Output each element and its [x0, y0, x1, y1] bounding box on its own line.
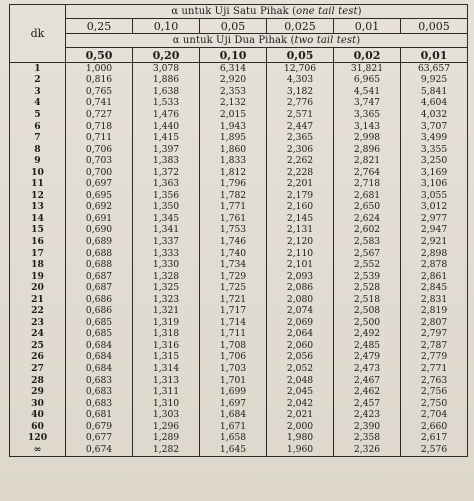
table-row: [10, 132, 468, 144]
t-value-cell: 0,700: [66, 167, 133, 179]
t-value-cell: 2,093: [267, 271, 334, 283]
t-value-cell: 1,318: [133, 329, 200, 341]
dk-cell: 10: [10, 167, 66, 179]
dk-cell: 3: [10, 86, 66, 98]
t-value-cell: 1,310: [133, 398, 200, 410]
t-value-cell: 1,729: [200, 271, 267, 283]
table-row: [10, 398, 468, 410]
t-value-cell: 2,492: [334, 329, 401, 341]
t-value-cell: 6,965: [334, 75, 401, 87]
t-value-cell: 3,055: [401, 190, 468, 202]
t-value-cell: 1,533: [133, 98, 200, 110]
t-value-cell: 0,687: [66, 282, 133, 294]
dk-cell: 120: [10, 433, 66, 445]
t-value-cell: 3,143: [334, 121, 401, 133]
dk-cell: 9: [10, 155, 66, 167]
t-value-cell: 0,816: [66, 75, 133, 87]
t-value-cell: 1,761: [200, 213, 267, 225]
one-tail-header: α untuk Uji Satu Pihak (one tail test): [66, 5, 468, 19]
t-value-cell: 1,895: [200, 132, 267, 144]
dk-cell: 24: [10, 329, 66, 341]
t-value-cell: 2,120: [267, 236, 334, 248]
table-row: [10, 121, 468, 133]
one-tail-alpha-cell: 0,005: [401, 19, 468, 34]
t-value-cell: 1,289: [133, 433, 200, 445]
t-value-cell: 1,638: [133, 86, 200, 98]
dk-cell: 19: [10, 271, 66, 283]
t-value-cell: 2,878: [401, 259, 468, 271]
t-value-cell: 1,706: [200, 352, 267, 364]
t-value-cell: 2,898: [401, 248, 468, 260]
t-value-cell: 4,303: [267, 75, 334, 87]
table-row: [10, 375, 468, 387]
dk-cell: 12: [10, 190, 66, 202]
t-value-cell: 2,353: [200, 86, 267, 98]
t-value-cell: 2,718: [334, 178, 401, 190]
dk-cell: 7: [10, 132, 66, 144]
t-value-cell: 0,741: [66, 98, 133, 110]
t-value-cell: 1,319: [133, 317, 200, 329]
t-value-cell: 1,321: [133, 305, 200, 317]
t-value-cell: 0,679: [66, 421, 133, 433]
t-value-cell: 2,423: [334, 409, 401, 421]
t-value-cell: 2,306: [267, 144, 334, 156]
t-value-cell: 0,692: [66, 202, 133, 214]
t-value-cell: 3,182: [267, 86, 334, 98]
t-value-cell: 2,977: [401, 213, 468, 225]
t-value-cell: 1,701: [200, 375, 267, 387]
t-value-cell: 1,345: [133, 213, 200, 225]
t-value-cell: 63,657: [401, 63, 468, 75]
dk-cell: 16: [10, 236, 66, 248]
table-header: [10, 5, 468, 63]
t-value-cell: 3,355: [401, 144, 468, 156]
t-value-cell: 1,699: [200, 386, 267, 398]
t-value-cell: 1,000: [66, 63, 133, 75]
table-row: [10, 317, 468, 329]
t-value-cell: 0,683: [66, 386, 133, 398]
t-value-cell: 1,671: [200, 421, 267, 433]
t-value-cell: 2,000: [267, 421, 334, 433]
t-value-cell: 3,012: [401, 202, 468, 214]
one-tail-alpha-row: [10, 19, 468, 34]
t-value-cell: 1,782: [200, 190, 267, 202]
table-row: [10, 63, 468, 75]
t-value-cell: 2,064: [267, 329, 334, 341]
t-value-cell: 3,747: [334, 98, 401, 110]
t-value-cell: 1,325: [133, 282, 200, 294]
t-value-cell: 1,725: [200, 282, 267, 294]
t-value-cell: 3,169: [401, 167, 468, 179]
dk-cell: 22: [10, 305, 66, 317]
t-value-cell: 1,397: [133, 144, 200, 156]
dk-cell: 40: [10, 409, 66, 421]
t-value-cell: 2,518: [334, 294, 401, 306]
t-value-cell: 2,131: [267, 225, 334, 237]
t-value-cell: 2,920: [200, 75, 267, 87]
t-value-cell: 1,330: [133, 259, 200, 271]
dk-cell: 14: [10, 213, 66, 225]
dk-cell: 30: [10, 398, 66, 410]
t-value-cell: 2,567: [334, 248, 401, 260]
t-value-cell: 0,711: [66, 132, 133, 144]
t-value-cell: 3,250: [401, 155, 468, 167]
table-row: [10, 294, 468, 306]
t-value-cell: 1,740: [200, 248, 267, 260]
t-value-cell: 2,787: [401, 340, 468, 352]
table-row: [10, 305, 468, 317]
t-value-cell: 0,765: [66, 86, 133, 98]
t-value-cell: 2,485: [334, 340, 401, 352]
t-value-cell: 2,576: [401, 444, 468, 456]
dk-cell: 21: [10, 294, 66, 306]
t-value-cell: 2,447: [267, 121, 334, 133]
t-value-cell: 1,684: [200, 409, 267, 421]
dk-cell: 11: [10, 178, 66, 190]
t-value-cell: 2,831: [401, 294, 468, 306]
table-row: [10, 86, 468, 98]
t-value-cell: 3,707: [401, 121, 468, 133]
t-value-cell: 2,807: [401, 317, 468, 329]
t-value-cell: 0,688: [66, 259, 133, 271]
table-row: [10, 98, 468, 110]
t-value-cell: 1,960: [267, 444, 334, 456]
t-value-cell: 1,812: [200, 167, 267, 179]
t-value-cell: 2,042: [267, 398, 334, 410]
t-value-cell: 2,779: [401, 352, 468, 364]
t-value-cell: 2,201: [267, 178, 334, 190]
t-value-cell: 2,552: [334, 259, 401, 271]
t-value-cell: 2,457: [334, 398, 401, 410]
dk-cell: 1: [10, 63, 66, 75]
t-value-cell: 1,341: [133, 225, 200, 237]
two-tail-header: α untuk Uji Dua Pihak (two tail test): [66, 34, 468, 48]
dk-header: dk: [10, 5, 66, 63]
t-value-cell: 1,980: [267, 433, 334, 445]
two-tail-alpha-cell: 0,02: [334, 48, 401, 63]
t-value-cell: 1,363: [133, 178, 200, 190]
table-row: [10, 190, 468, 202]
table-row: [10, 155, 468, 167]
t-value-cell: 2,819: [401, 305, 468, 317]
t-value-cell: 2,528: [334, 282, 401, 294]
two-tail-alpha-row: [10, 48, 468, 63]
one-tail-subtitle: one tail test: [296, 5, 358, 17]
t-value-cell: 0,685: [66, 329, 133, 341]
two-tail-subtitle: two tail test: [294, 34, 357, 46]
table-row: [10, 329, 468, 341]
table-row: [10, 202, 468, 214]
t-value-cell: 1,708: [200, 340, 267, 352]
t-value-cell: 2,681: [334, 190, 401, 202]
t-value-cell: 2,467: [334, 375, 401, 387]
t-value-cell: 1,746: [200, 236, 267, 248]
table-row: [10, 363, 468, 375]
t-value-cell: 2,921: [401, 236, 468, 248]
t-value-cell: 4,032: [401, 109, 468, 121]
t-value-cell: 0,727: [66, 109, 133, 121]
table-row: [10, 271, 468, 283]
t-value-cell: 2,771: [401, 363, 468, 375]
table-row: [10, 248, 468, 260]
one-tail-alpha-cell: 0,10: [133, 19, 200, 34]
t-value-cell: 6,314: [200, 63, 267, 75]
t-value-cell: 0,683: [66, 375, 133, 387]
dk-cell: 60: [10, 421, 66, 433]
t-value-cell: 1,796: [200, 178, 267, 190]
dk-cell: 5: [10, 109, 66, 121]
t-value-cell: 2,508: [334, 305, 401, 317]
t-value-cell: 2,539: [334, 271, 401, 283]
t-value-cell: 0,684: [66, 363, 133, 375]
one-tail-alpha-cell: 0,025: [267, 19, 334, 34]
t-value-cell: 31,821: [334, 63, 401, 75]
table-row: [10, 352, 468, 364]
t-value-cell: 3,499: [401, 132, 468, 144]
t-value-cell: 4,541: [334, 86, 401, 98]
table-row: [10, 236, 468, 248]
t-value-cell: 1,771: [200, 202, 267, 214]
table-body: [10, 63, 468, 457]
t-value-cell: 2,132: [200, 98, 267, 110]
t-value-cell: 1,316: [133, 340, 200, 352]
t-value-cell: 2,947: [401, 225, 468, 237]
table-row: [10, 340, 468, 352]
t-value-cell: 2,015: [200, 109, 267, 121]
t-value-cell: 1,645: [200, 444, 267, 456]
t-value-cell: 0,689: [66, 236, 133, 248]
t-value-cell: 9,925: [401, 75, 468, 87]
t-value-cell: 0,685: [66, 317, 133, 329]
t-value-cell: 2,624: [334, 213, 401, 225]
dk-cell: 28: [10, 375, 66, 387]
t-value-cell: 0,686: [66, 305, 133, 317]
t-value-cell: 2,650: [334, 202, 401, 214]
t-value-cell: 0,681: [66, 409, 133, 421]
one-tail-alpha-cell: 0,25: [66, 19, 133, 34]
t-value-cell: 1,711: [200, 329, 267, 341]
t-value-cell: 0,683: [66, 398, 133, 410]
t-value-cell: 1,943: [200, 121, 267, 133]
t-value-cell: 2,704: [401, 409, 468, 421]
t-value-cell: 0,688: [66, 248, 133, 260]
t-value-cell: 1,311: [133, 386, 200, 398]
dk-cell: 17: [10, 248, 66, 260]
table-row: [10, 178, 468, 190]
table-row: [10, 75, 468, 87]
one-tail-title: α untuk Uji Satu Pihak: [171, 5, 289, 17]
t-value-cell: 2,326: [334, 444, 401, 456]
t-value-cell: 2,052: [267, 363, 334, 375]
dk-cell: 29: [10, 386, 66, 398]
t-value-cell: 2,462: [334, 386, 401, 398]
t-value-cell: 0,703: [66, 155, 133, 167]
table-row: [10, 444, 468, 456]
t-value-cell: 2,797: [401, 329, 468, 341]
t-value-cell: 1,314: [133, 363, 200, 375]
t-value-cell: 2,101: [267, 259, 334, 271]
table-row: [10, 144, 468, 156]
t-value-cell: 0,691: [66, 213, 133, 225]
dk-cell: 13: [10, 202, 66, 214]
t-value-cell: 0,684: [66, 340, 133, 352]
t-value-cell: 12,706: [267, 63, 334, 75]
t-value-cell: 3,106: [401, 178, 468, 190]
t-value-cell: 3,078: [133, 63, 200, 75]
t-value-cell: 2,660: [401, 421, 468, 433]
t-value-cell: 2,056: [267, 352, 334, 364]
t-value-cell: 2,390: [334, 421, 401, 433]
dk-cell: 15: [10, 225, 66, 237]
t-value-cell: 2,756: [401, 386, 468, 398]
t-value-cell: 2,998: [334, 132, 401, 144]
one-tail-alpha-cell: 0,05: [200, 19, 267, 34]
t-value-cell: 2,500: [334, 317, 401, 329]
table-row: [10, 225, 468, 237]
t-value-cell: 2,583: [334, 236, 401, 248]
dk-cell: 26: [10, 352, 66, 364]
t-value-cell: 2,110: [267, 248, 334, 260]
t-value-cell: 2,479: [334, 352, 401, 364]
t-value-cell: 3,365: [334, 109, 401, 121]
t-value-cell: 1,833: [200, 155, 267, 167]
t-value-cell: 2,179: [267, 190, 334, 202]
one-tail-alpha-cell: 0,01: [334, 19, 401, 34]
t-value-cell: 1,697: [200, 398, 267, 410]
t-value-cell: 2,021: [267, 409, 334, 421]
t-value-cell: 1,714: [200, 317, 267, 329]
t-value-cell: 1,356: [133, 190, 200, 202]
dk-cell: 6: [10, 121, 66, 133]
t-value-cell: 0,684: [66, 352, 133, 364]
t-value-cell: 2,617: [401, 433, 468, 445]
t-value-cell: 0,687: [66, 271, 133, 283]
t-value-cell: 0,686: [66, 294, 133, 306]
t-value-cell: 1,350: [133, 202, 200, 214]
t-value-cell: 1,296: [133, 421, 200, 433]
two-tail-alpha-cell: 0,10: [200, 48, 267, 63]
t-value-cell: 2,845: [401, 282, 468, 294]
table-row: [10, 421, 468, 433]
two-tail-title: α untuk Uji Dua Pihak: [172, 34, 288, 46]
dk-cell: 23: [10, 317, 66, 329]
t-value-cell: 1,328: [133, 271, 200, 283]
t-value-cell: 1,476: [133, 109, 200, 121]
table-row: [10, 213, 468, 225]
dk-cell: 8: [10, 144, 66, 156]
t-value-cell: 1,734: [200, 259, 267, 271]
t-value-cell: 1,372: [133, 167, 200, 179]
t-value-cell: 2,060: [267, 340, 334, 352]
t-value-cell: 1,383: [133, 155, 200, 167]
table-row: [10, 167, 468, 179]
t-value-cell: 1,717: [200, 305, 267, 317]
t-value-cell: 1,315: [133, 352, 200, 364]
t-value-cell: 2,358: [334, 433, 401, 445]
dk-cell: 18: [10, 259, 66, 271]
t-value-cell: 4,604: [401, 98, 468, 110]
t-value-cell: 2,764: [334, 167, 401, 179]
t-value-cell: 0,690: [66, 225, 133, 237]
dk-cell: 27: [10, 363, 66, 375]
t-value-cell: 1,658: [200, 433, 267, 445]
t-value-cell: 2,473: [334, 363, 401, 375]
t-value-cell: 1,753: [200, 225, 267, 237]
dk-cell: 4: [10, 98, 66, 110]
t-value-cell: 1,337: [133, 236, 200, 248]
t-value-cell: 5,841: [401, 86, 468, 98]
t-value-cell: 2,821: [334, 155, 401, 167]
t-value-cell: 2,602: [334, 225, 401, 237]
t-value-cell: 1,282: [133, 444, 200, 456]
table-row: [10, 259, 468, 271]
t-value-cell: 2,262: [267, 155, 334, 167]
t-value-cell: 1,415: [133, 132, 200, 144]
table-row: [10, 433, 468, 445]
t-value-cell: 1,721: [200, 294, 267, 306]
t-value-cell: 1,703: [200, 363, 267, 375]
t-value-cell: 2,048: [267, 375, 334, 387]
t-value-cell: 1,440: [133, 121, 200, 133]
table-row: [10, 409, 468, 421]
table-row: [10, 109, 468, 121]
t-value-cell: 1,886: [133, 75, 200, 87]
table-row: [10, 386, 468, 398]
t-value-cell: 2,086: [267, 282, 334, 294]
two-tail-alpha-cell: 0,05: [267, 48, 334, 63]
t-value-cell: 0,677: [66, 433, 133, 445]
t-value-cell: 1,313: [133, 375, 200, 387]
t-value-cell: 1,860: [200, 144, 267, 156]
dk-cell: ∞: [10, 444, 66, 456]
t-value-cell: 2,365: [267, 132, 334, 144]
dk-cell: 2: [10, 75, 66, 87]
t-value-cell: 2,160: [267, 202, 334, 214]
t-value-cell: 2,896: [334, 144, 401, 156]
t-distribution-table: [9, 4, 468, 457]
dk-cell: 25: [10, 340, 66, 352]
t-value-cell: 0,706: [66, 144, 133, 156]
t-value-cell: 0,695: [66, 190, 133, 202]
dk-cell: 20: [10, 282, 66, 294]
two-tail-alpha-cell: 0,01: [401, 48, 468, 63]
t-value-cell: 1,333: [133, 248, 200, 260]
t-value-cell: 0,718: [66, 121, 133, 133]
t-value-cell: 2,145: [267, 213, 334, 225]
t-value-cell: 0,697: [66, 178, 133, 190]
two-tail-alpha-cell: 0,20: [133, 48, 200, 63]
t-value-cell: 2,228: [267, 167, 334, 179]
table-row: [10, 282, 468, 294]
t-value-cell: 2,776: [267, 98, 334, 110]
t-value-cell: 2,069: [267, 317, 334, 329]
two-tail-alpha-cell: 0,50: [66, 48, 133, 63]
t-value-cell: 2,045: [267, 386, 334, 398]
t-value-cell: 2,763: [401, 375, 468, 387]
t-value-cell: 1,323: [133, 294, 200, 306]
t-value-cell: 2,861: [401, 271, 468, 283]
t-value-cell: 2,080: [267, 294, 334, 306]
t-value-cell: 2,571: [267, 109, 334, 121]
t-value-cell: 2,074: [267, 305, 334, 317]
t-value-cell: 1,303: [133, 409, 200, 421]
t-value-cell: 0,674: [66, 444, 133, 456]
t-value-cell: 2,750: [401, 398, 468, 410]
